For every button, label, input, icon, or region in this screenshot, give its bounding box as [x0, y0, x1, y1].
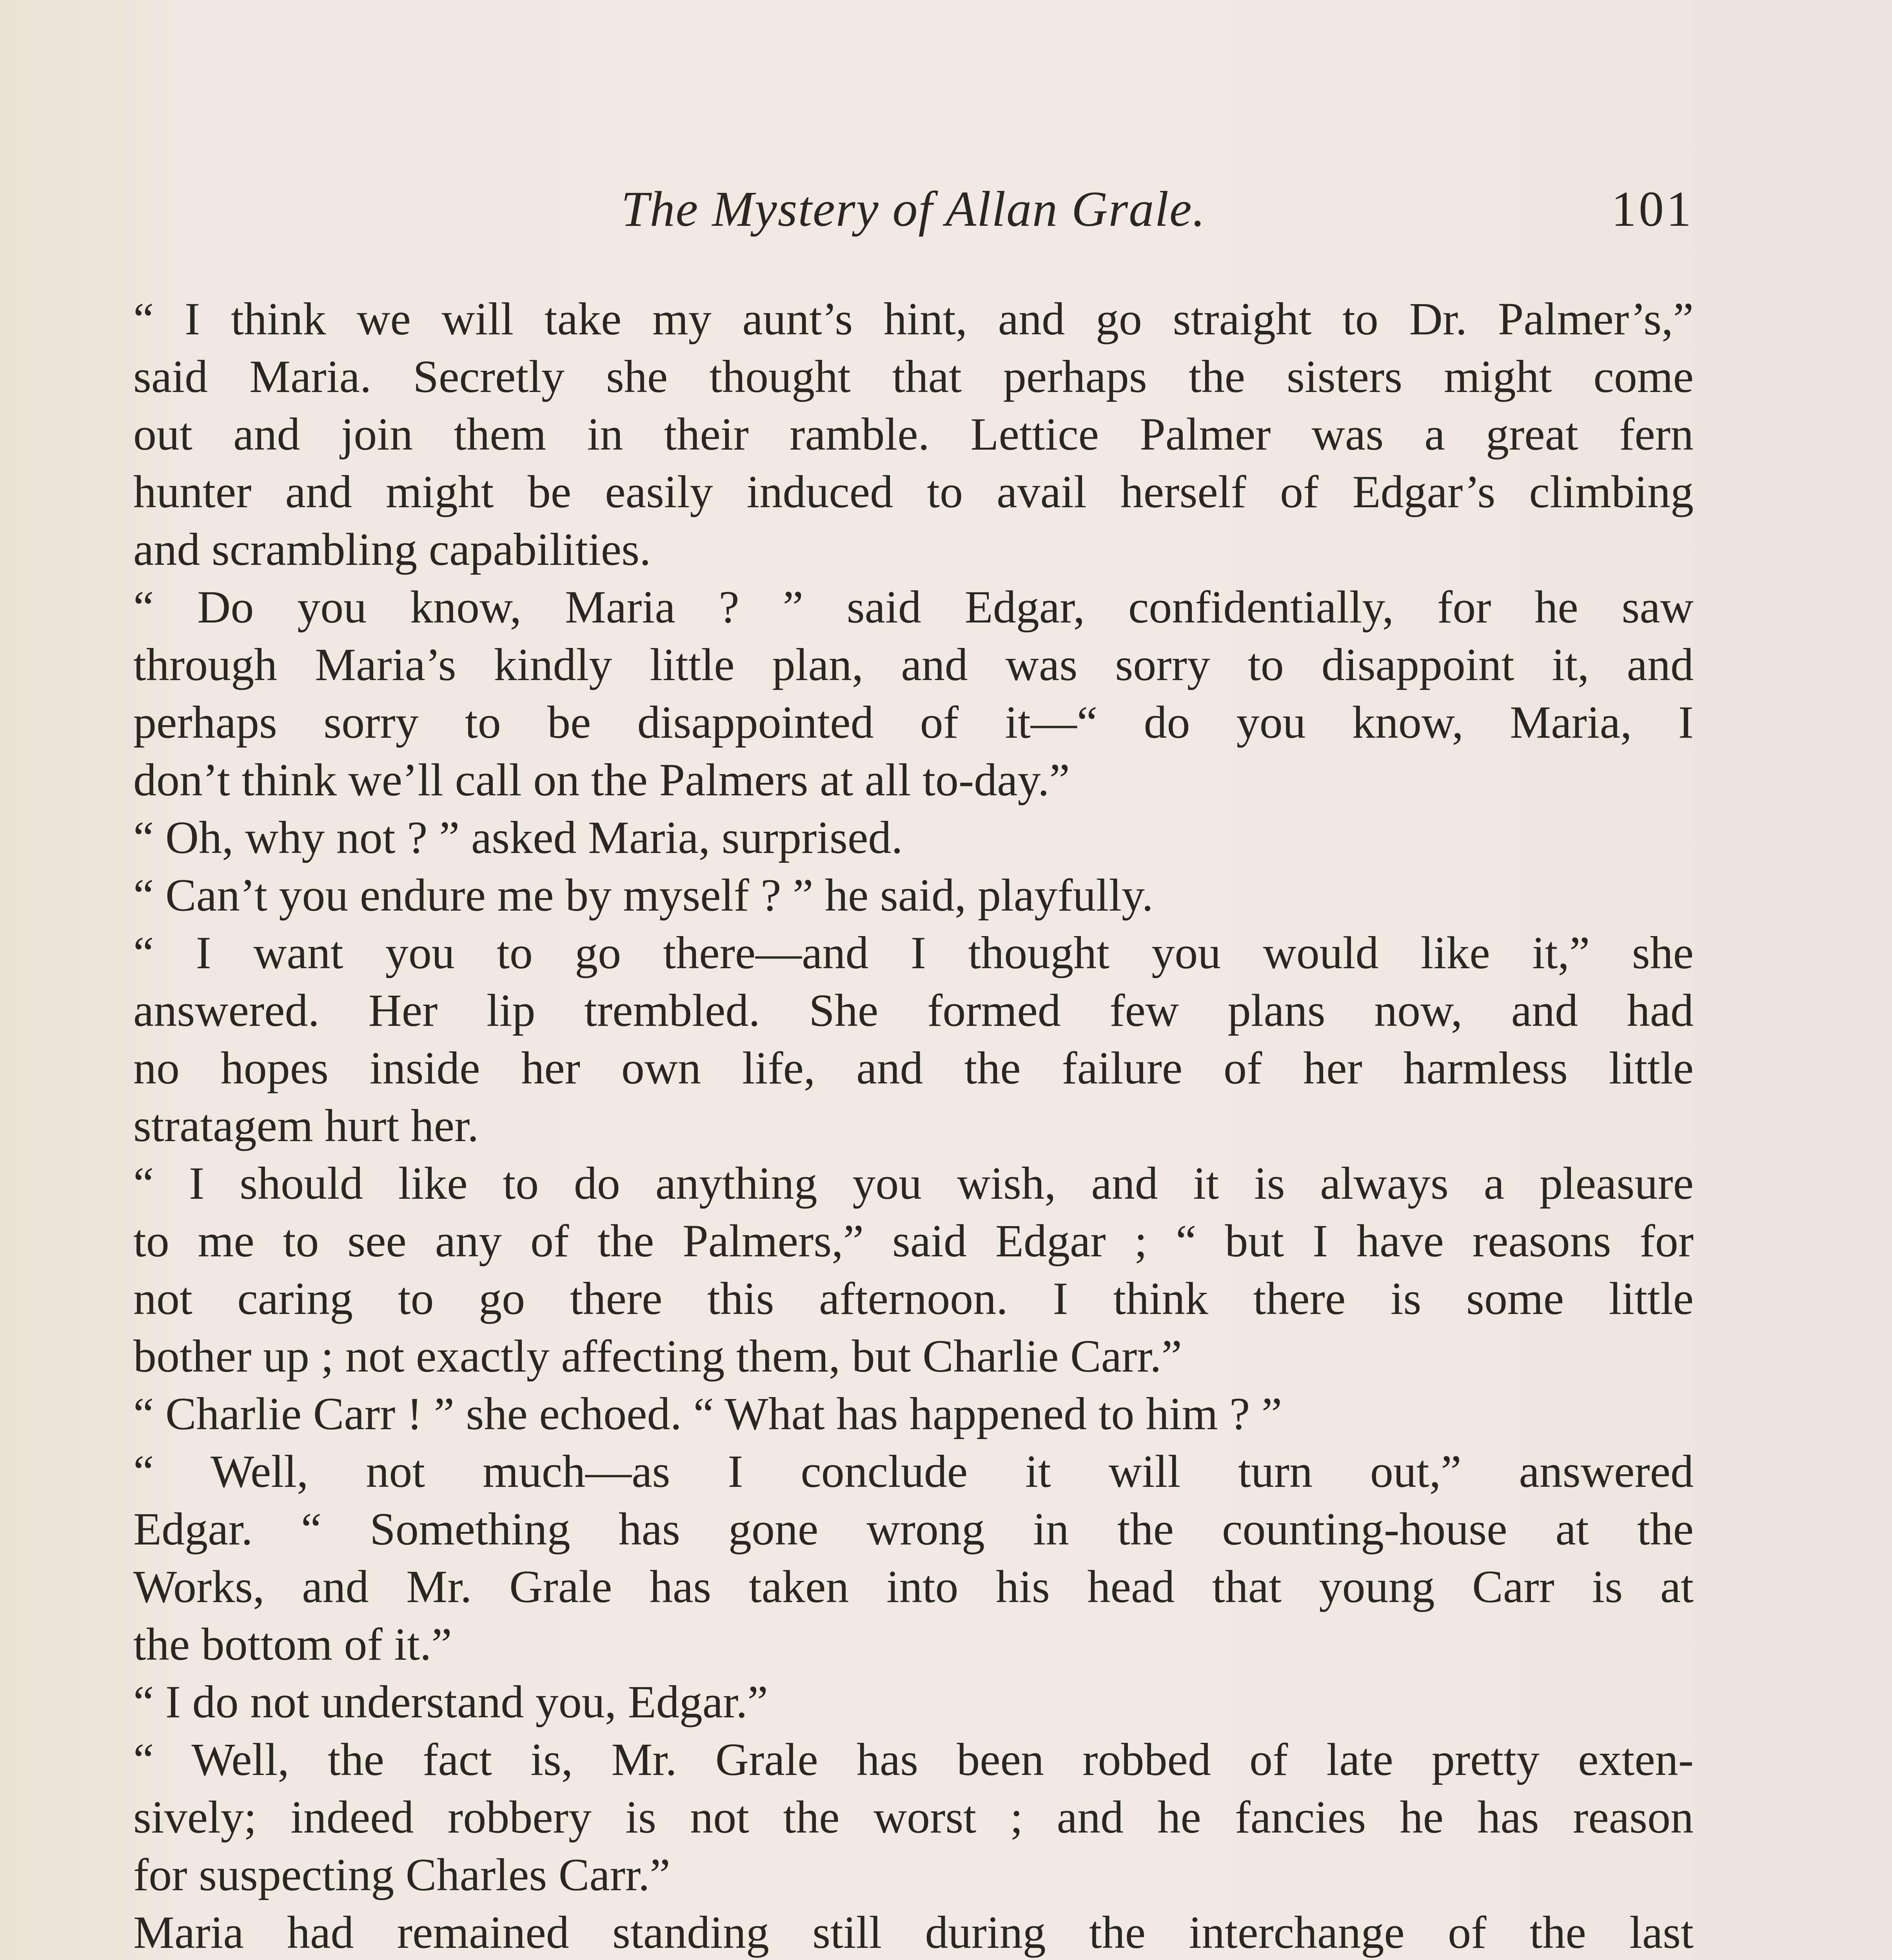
- text-line: to me to see any of the Palmers,” said Edgar ; “ but I have reasons for: [133, 1215, 1694, 1267]
- text-line: out and join them in their ramble. Lettice Palmer was a great fern: [133, 408, 1694, 460]
- text-line: “ I want you to go there—and I thought you would like it,” she: [133, 927, 1694, 978]
- text-line: Edgar. “ Something has gone wrong in the counting-house at the: [133, 1503, 1694, 1555]
- text-line: “ Do you know, Maria ? ” said Edgar, confidentially, for he saw: [133, 581, 1694, 633]
- text-line: said Maria. Secretly she thought that perhaps the sisters might come: [133, 351, 1694, 402]
- text-line: perhaps sorry to be disappointed of it—“ do you know, Maria, I: [133, 697, 1694, 748]
- running-header: [133, 176, 1694, 251]
- text-line: bother up ; not exactly affecting them, but Charlie Carr.”: [133, 1330, 1182, 1382]
- running-title: The Mystery of Allan Grale.: [621, 181, 1206, 237]
- text-line: Maria had remained standing still during the interchange of the last: [133, 1907, 1694, 1958]
- text-line: sively; indeed robbery is not the worst ; and he fancies he has reason: [133, 1791, 1694, 1843]
- text-line: not caring to go there this afternoon. I think there is some little: [133, 1273, 1694, 1324]
- text-line: no hopes inside her own life, and the failure of her harmless little: [133, 1042, 1694, 1094]
- text-line: “ I think we will take my aunt’s hint, and go straight to Dr. Palmer’s,”: [133, 293, 1694, 345]
- text-line: through Maria’s kindly little plan, and was sorry to disappoint it, and: [133, 639, 1694, 690]
- text-line: “ Well, not much—as I conclude it will turn out,” answered: [133, 1446, 1694, 1497]
- text-line: “ Oh, why not ? ” asked Maria, surprised.: [133, 812, 903, 863]
- text-line: answered. Her lip trembled. She formed few plans now, and had: [133, 985, 1694, 1036]
- text-line: “ Can’t you endure me by myself ? ” he said, playfully.: [133, 869, 1153, 921]
- text-line: “ Charlie Carr ! ” she echoed. “ What has happened to him ? ”: [133, 1388, 1282, 1439]
- text-line: for suspecting Charles Carr.”: [133, 1849, 670, 1900]
- text-line: Works, and Mr. Grale has taken into his head that young Carr is at: [133, 1561, 1694, 1612]
- page-number: 101: [1611, 181, 1694, 237]
- text-line: “ I do not understand you, Edgar.”: [133, 1676, 768, 1728]
- text-line: stratagem hurt her.: [133, 1100, 479, 1151]
- text-line: “ Well, the fact is, Mr. Grale has been robbed of late pretty exten-: [133, 1734, 1694, 1785]
- text-line: the bottom of it.”: [133, 1619, 452, 1670]
- text-line: “ I should like to do anything you wish, and it is always a pleasure: [133, 1158, 1694, 1209]
- body-text: [133, 290, 1694, 1960]
- text-line: hunter and might be easily induced to avail herself of Edgar’s climbing: [133, 466, 1694, 517]
- text-line: don’t think we’ll call on the Palmers at all to-day.”: [133, 754, 1070, 806]
- text-line: and scrambling capabilities.: [133, 524, 651, 575]
